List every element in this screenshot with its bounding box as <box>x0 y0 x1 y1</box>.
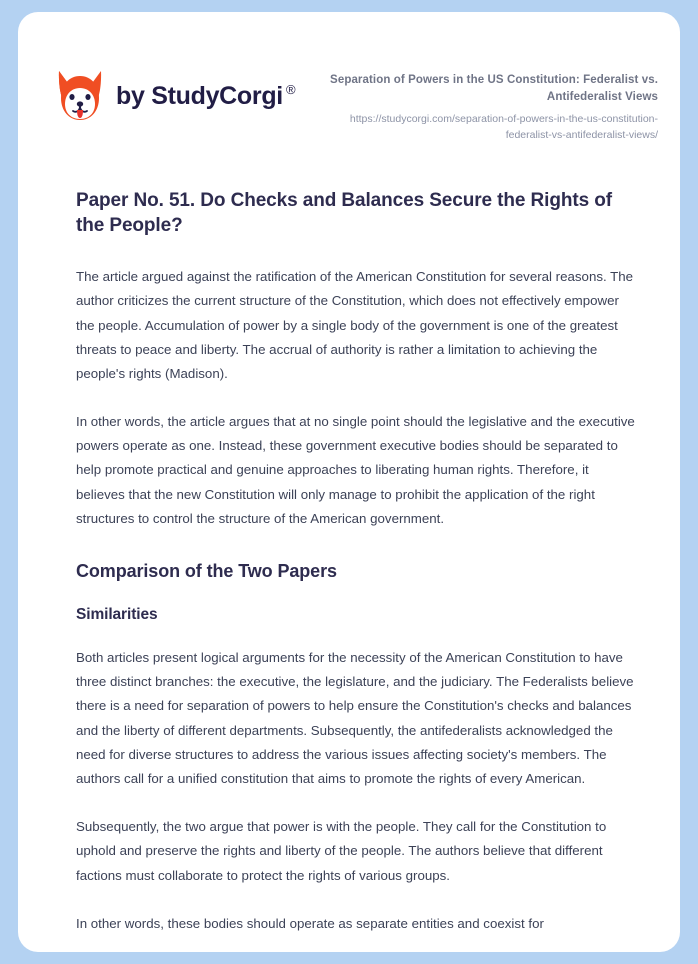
corgi-face-logo-icon <box>56 68 104 124</box>
subsection-heading-similarities: Similarities <box>76 606 158 623</box>
registered-trademark-icon: ® <box>285 82 296 98</box>
page-title: Paper No. 51. Do Checks and Balances Secure the Rights of the People? <box>76 189 612 237</box>
body-paragraph-5: In other words, these bodies should operate as separate entities and coexist for <box>76 915 544 931</box>
body-paragraph-4: Subsequently, the two argue that power is with the people. They call for the Constitution to uphold and preserve the rights and liberty of the people. The authors believe that different factions must collaborate to protect the rights of various groups. <box>76 819 607 883</box>
body-paragraph-1: The article argued against the ratification of the American Constitution for several reasons. The author criticizes the current structure of the Constitution, which does not effectively empower the people. Accumulation of power by a single body of the government is one of the greatest threats to peace and liberty. The accrual of authority is rather a limitation to achieving the people's rights (Madison). <box>76 269 634 381</box>
body-paragraph-2: In other words, the article argues that at no single point should the legislative and the executive powers operate as one. Instead, these government executive bodies should be separated to help promote practical and genuine approaches to liberating human rights. Therefore, it believes that the new Constitution will only manage to prohibit the application of the right structures to control the structure of the American government. <box>76 414 635 526</box>
brand-wordmark <box>116 82 295 111</box>
header-source-url[interactable]: https://studycorgi.com/separation-of-powers-in-the-us-constitution-federalist-vs-antifederalist-views/ <box>349 113 658 142</box>
brand-wordmark-text: by StudyCorgi <box>116 81 283 110</box>
document-body <box>18 188 680 936</box>
section-heading-comparison: Comparison of the Two Papers <box>76 561 337 581</box>
document-header <box>18 12 680 144</box>
document-page-card <box>18 12 680 952</box>
header-article-title: Separation of Powers in the US Constitution: Federalist vs. Antifederalist Views <box>330 74 658 103</box>
header-meta <box>308 62 658 144</box>
body-paragraph-3: Both articles present logical arguments for the necessity of the American Constitution to have three distinct branches: the executive, the legislature, and the judiciary. The Federalists believe there is a need for separation of powers to help ensure the Constitution's checks and balances and the liberty of different departments. Subsequently, the antifederalists acknowledged the need for diverse structures to address the various issues affecting society's members. The authors call for a unified constitution that aims to promote the rights of every American. <box>76 650 634 786</box>
brand-lockup <box>56 62 295 124</box>
